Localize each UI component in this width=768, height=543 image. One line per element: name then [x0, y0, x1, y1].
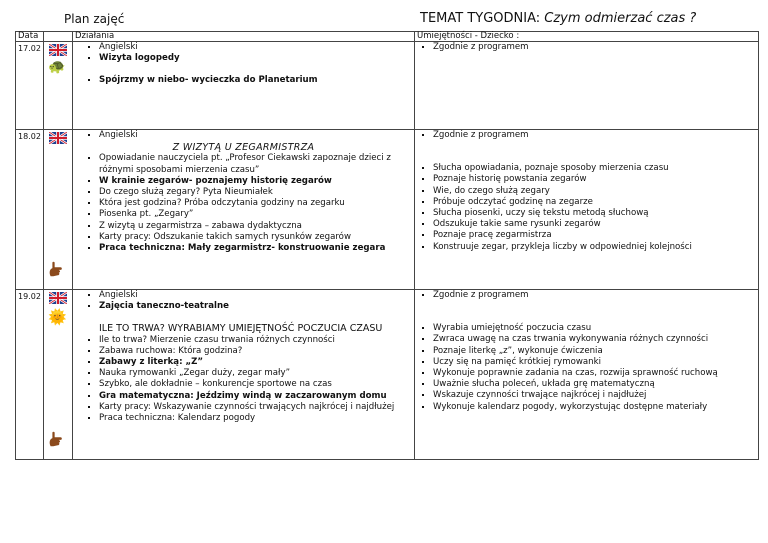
list-item: ▪ Zgodnie z programem: [433, 290, 758, 301]
hand-icon: [47, 260, 65, 278]
table-row: [16, 42, 759, 130]
row-icons: [44, 42, 73, 130]
list-item: ▪ Karty pracy: Wskazywanie czynności trwających najkrócej i najdłużej: [99, 402, 414, 413]
list-item: ▪ Zwraca uwagę na czas trwania wykonywania różnych czynności: [433, 334, 758, 345]
col-icons-header: [44, 32, 73, 42]
list-item: ▪ Gra matematyczna: Jeździmy windą w zaczarowanym domu: [99, 391, 414, 402]
week-label: TEMAT TYGODNIA:: [420, 11, 541, 26]
list-item: ▪ Ile to trwa? Mierzenie czasu trwania różnych czynności: [99, 335, 414, 346]
list-item: ▪ Poznaje historię powstania zegarów: [433, 174, 758, 185]
uk-flag-icon: [49, 132, 67, 144]
list-item: ▪ Szybko, ale dokładnie – konkurencje sportowe na czas: [99, 379, 414, 390]
list-item: ▪ Wizyta logopedy: [99, 53, 414, 64]
list-item: ▪ Spójrzmy w niebo- wycieczka do Planetarium: [99, 75, 414, 86]
skills-cell: [415, 290, 759, 460]
hand-icon: [47, 430, 65, 448]
week-title: [420, 11, 696, 26]
list-item: ▪ Słucha piosenki, uczy się tekstu metodą słuchową: [433, 208, 758, 219]
list-item: ▪ Zajęcia taneczno-teatralne: [99, 301, 414, 312]
col-date-header: Data: [16, 32, 44, 42]
section-heading: Z WIZYTĄ U ZEGARMISTRZA: [172, 142, 315, 154]
turtle-icon: 🐢: [48, 59, 66, 75]
list-item: ▪ Angielski: [99, 42, 414, 53]
list-item: ▪ Zabawy z literką: „Z”: [99, 357, 414, 368]
plan-table: [15, 31, 759, 460]
list-item: ▪ Praca techniczna: Mały zegarmistrz- konstruowanie zegara: [99, 243, 414, 254]
col-activities-header: Działania: [73, 32, 415, 42]
table-header: [16, 32, 759, 42]
list-item: ▪ Angielski: [99, 130, 414, 141]
list-item: ▪ Konstruuje zegar, przykleja liczby w odpowiedniej kolejności: [433, 242, 758, 253]
list-item: ▪ Wskazuje czynności trwające najkrócej i najdłużej: [433, 390, 758, 401]
list-item: ▪ Uważnie słucha poleceń, układa grę matematyczną: [433, 379, 758, 390]
table-row: [16, 130, 759, 290]
list-item: ▪ Wyrabia umiejętność poczucia czasu: [433, 323, 758, 334]
row-date: 17.02: [16, 42, 44, 130]
row-icons: [44, 290, 73, 460]
sun-icon: 🌞: [48, 308, 67, 326]
uk-flag-icon: [49, 292, 67, 304]
list-item: ▪ Praca techniczna: Kalendarz pogody: [99, 413, 414, 424]
section-heading: ILE TO TRWA? WYRABIAMY UMIEJĘTNOŚĆ POCZUCIA CZASU: [99, 323, 383, 335]
row-date: 18.02: [16, 130, 44, 290]
list-item: ▪ Która jest godzina? Próba odczytania godziny na zegarku: [99, 198, 414, 209]
list-item: ▪ Wykonuje kalendarz pogody, wykorzystując dostępne materiały: [433, 402, 758, 413]
list-item: ▪ Wie, do czego służą zegary: [433, 186, 758, 197]
uk-flag-icon: [49, 44, 67, 56]
activities-cell: [73, 290, 415, 460]
list-item: ▪ Uczy się na pamięć krótkiej rymowanki: [433, 357, 758, 368]
list-item: ▪ Poznaje literkę „z”, wykonuje ćwiczenia: [433, 346, 758, 357]
row-icons: [44, 130, 73, 290]
activities-cell: [73, 42, 415, 130]
skills-cell: [415, 130, 759, 290]
week-question: Czym odmierzać czas ?: [544, 11, 697, 26]
activities-cell: [73, 130, 415, 290]
list-item: ▪ Zgodnie z programem: [433, 42, 758, 53]
list-item: ▪ Karty pracy: Odszukanie takich samych rysunków zegarów: [99, 232, 414, 243]
list-item: ▪ Próbuje odczytać godzinę na zegarze: [433, 197, 758, 208]
col-skills-header: Umiejętności - Dziecko :: [415, 32, 759, 42]
list-item: ▪ W krainie zegarów- poznajemy historię zegarów: [99, 176, 414, 187]
list-item: ▪ Słucha opowiadania, poznaje sposoby mierzenia czasu: [433, 163, 758, 174]
list-item: ▪ Nauka rymowanki „Zegar duży, zegar mały”: [99, 368, 414, 379]
list-item: ▪ Zabawa ruchowa: Która godzina?: [99, 346, 414, 357]
list-item: ▪ Zgodnie z programem: [433, 130, 758, 141]
skills-cell: [415, 42, 759, 130]
list-item: ▪ Poznaje pracę zegarmistrza: [433, 230, 758, 241]
list-item: ▪ Opowiadanie nauczyciela pt. „Profesor Ciekawski zapoznaje dzieci z różnymi sposobami mierzenia czasu”: [99, 153, 414, 175]
list-item: ▪ Piosenka pt. „Zegary”: [99, 209, 414, 220]
list-item: ▪ Angielski: [99, 290, 414, 301]
plan-title: Plan zajęć: [64, 12, 125, 26]
row-date: 19.02: [16, 290, 44, 460]
list-item: ▪ Wykonuje poprawnie zadania na czas, rozwija sprawność ruchową: [433, 368, 758, 379]
list-item: ▪ Odszukuje takie same rysunki zegarów: [433, 219, 758, 230]
list-item: ▪ Do czego służą zegary? Pyta Nieumiałek: [99, 187, 414, 198]
list-item: ▪ Z wizytą u zegarmistrza – zabawa dydaktyczna: [99, 221, 414, 232]
table-row: [16, 290, 759, 460]
